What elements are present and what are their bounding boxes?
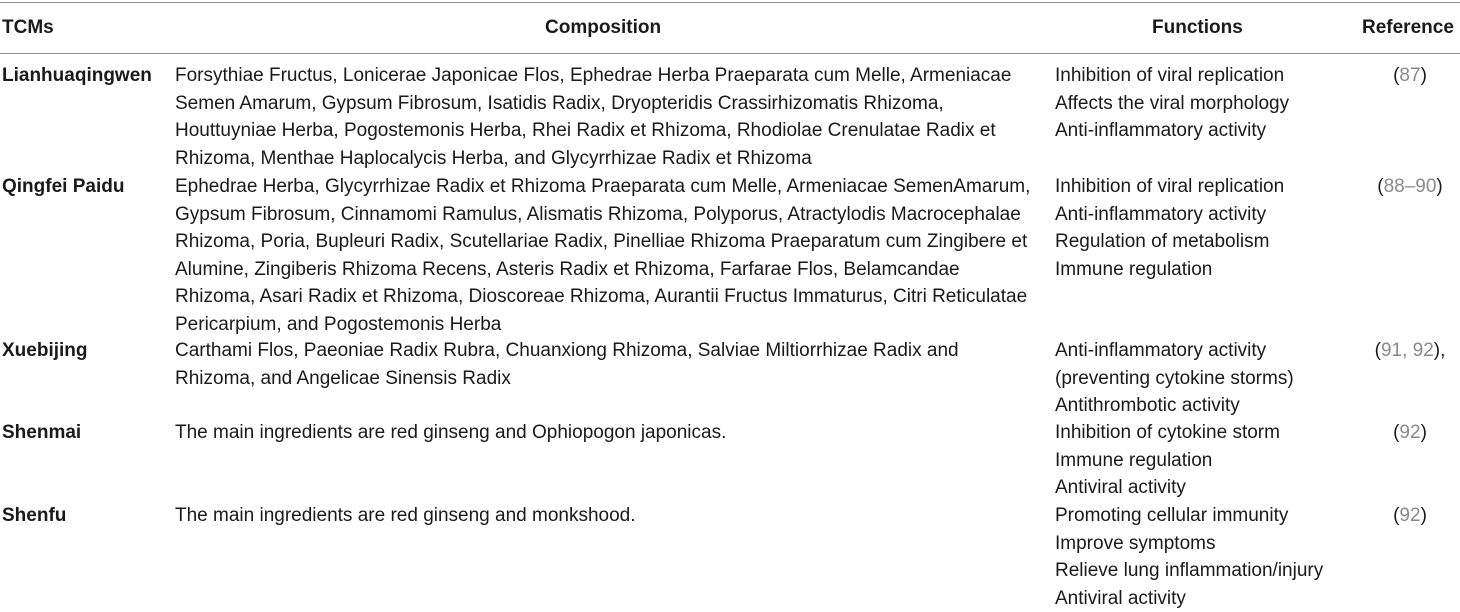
function-item: Immune regulation bbox=[1055, 447, 1345, 475]
function-item: Anti-inflammatory activity bbox=[1055, 201, 1345, 229]
functions-cell bbox=[1055, 419, 1345, 502]
function-item: Inhibition of cytokine storm bbox=[1055, 419, 1345, 447]
reference-link[interactable]: 92 bbox=[1399, 422, 1420, 443]
function-item: Inhibition of viral replication bbox=[1055, 62, 1345, 90]
tcm-name: Lianhuaqingwen bbox=[2, 62, 167, 90]
function-item: Anti-inflammatory activity bbox=[1055, 117, 1345, 145]
function-item: Anti-inflammatory activity bbox=[1055, 337, 1345, 365]
tcm-name: Shenmai bbox=[2, 419, 167, 447]
header-functions: Functions bbox=[1152, 14, 1243, 42]
reference-link[interactable]: 92 bbox=[1399, 505, 1420, 526]
reference-link[interactable]: 88–90 bbox=[1384, 176, 1437, 197]
tcm-name: Xuebijing bbox=[2, 337, 167, 365]
composition-cell: Carthami Flos, Paeoniae Radix Rubra, Chuanxiong Rhizoma, Salviae Miltiorrhizae Radix and Rhizoma, and Angelicae Sinensis Radix bbox=[175, 337, 1040, 392]
function-item: Promoting cellular immunity bbox=[1055, 502, 1345, 530]
function-item: Antiviral activity bbox=[1055, 585, 1345, 612]
tcm-name: Shenfu bbox=[2, 502, 167, 530]
function-item: Relieve lung inflammation/injury bbox=[1055, 557, 1345, 585]
header-tcms: TCMs bbox=[2, 14, 54, 42]
function-item: Improve symptoms bbox=[1055, 530, 1345, 558]
reference-cell: (88–90) bbox=[1360, 173, 1460, 201]
function-item: (preventing cytokine storms) bbox=[1055, 365, 1345, 393]
header-rule bbox=[0, 53, 1460, 54]
tcm-name: Qingfei Paidu bbox=[2, 173, 167, 201]
header-reference: Reference bbox=[1362, 14, 1454, 42]
reference-cell: (92) bbox=[1360, 419, 1460, 447]
functions-cell bbox=[1055, 173, 1345, 283]
reference-cell: (87) bbox=[1360, 62, 1460, 90]
composition-cell: The main ingredients are red ginseng and monkshood. bbox=[175, 502, 1040, 530]
functions-cell bbox=[1055, 62, 1345, 145]
reference-cell: (92) bbox=[1360, 502, 1460, 530]
header-composition: Composition bbox=[545, 14, 661, 42]
top-rule bbox=[0, 2, 1460, 3]
functions-cell bbox=[1055, 502, 1345, 612]
reference-link[interactable]: 91, 92 bbox=[1381, 340, 1434, 361]
function-item: Antiviral activity bbox=[1055, 474, 1345, 502]
reference-link[interactable]: 87 bbox=[1399, 65, 1420, 86]
reference-cell: (91, 92), bbox=[1360, 337, 1460, 365]
composition-cell: Ephedrae Herba, Glycyrrhizae Radix et Rhizoma Praeparata cum Melle, Armeniacae SemenAmarum, Gypsum Fibrosum, Cinnamomi Ramulus, Alismatis Rhizoma, Polyporus, Atractylodis Macrocephalae Rhizoma, Poria, Bupleuri Radix, Scutellariae Radix, Pinelliae Rhizoma Praeparatum cum Zingibere et Alumine, Zingiberis Rhizoma Recens, Asteris Radix et Rhizoma, Farfarae Flos, Belamcandae Rhizoma, Asari Radix et Rhizoma, Dioscoreae Rhizoma, Aurantii Fructus Immaturus, Citri Reticulatae Pericarpium, and Pogostemonis Herba bbox=[175, 173, 1040, 338]
function-item: Inhibition of viral replication bbox=[1055, 173, 1345, 201]
function-item: Antithrombotic activity bbox=[1055, 392, 1345, 420]
table-header bbox=[0, 14, 1460, 42]
functions-cell bbox=[1055, 337, 1345, 420]
function-item: Regulation of metabolism bbox=[1055, 228, 1345, 256]
function-item: Immune regulation bbox=[1055, 256, 1345, 284]
function-item: Affects the viral morphology bbox=[1055, 90, 1345, 118]
composition-cell: Forsythiae Fructus, Lonicerae Japonicae Flos, Ephedrae Herba Praeparata cum Melle, Armeniacae Semen Amarum, Gypsum Fibrosum, Isatidis Radix, Dryopteridis Crassirhizomatis Rhizoma, Houttuyniae Herba, Pogostemonis Herba, Rhei Radix et Rhizoma, Rhodiolae Crenulatae Radix et Rhizoma, Menthae Haplocalycis Herba, and Glycyrrhizae Radix et Rhizoma bbox=[175, 62, 1040, 172]
composition-cell: The main ingredients are red ginseng and Ophiopogon japonicas. bbox=[175, 419, 1040, 447]
